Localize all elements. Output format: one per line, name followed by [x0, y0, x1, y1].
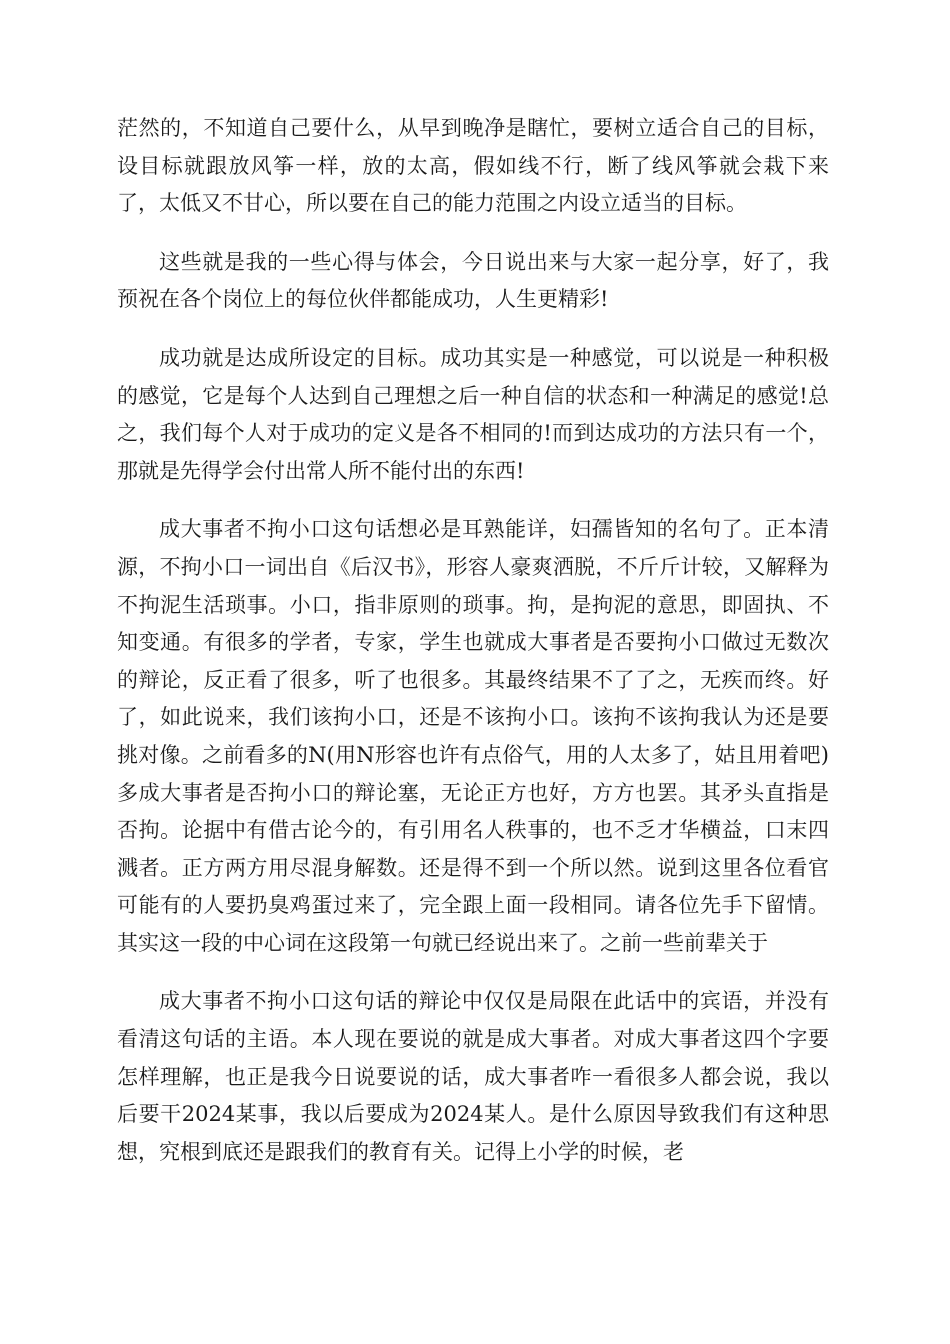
- paragraph-4: 成大事者不拘小口这句话想必是耳熟能详，妇孺皆知的名句了。正本清源，不拘小口一词出自《后汉书》，形容人豪爽洒脱，不斤斤计较，又解释为不拘泥生活琐事。小口，指非原则的琐事。拘，是拘泥的意思，即固执、不知变通。有很多的学者，专家，学生也就成大事者是否要拘小口做过无数次的辩论，反正看了很多，听了也很多。其最终结果不了了之，无疾而终。好了，如此说来，我们该拘小口，还是不该拘小口。该拘不该拘我认为还是要挑对像。之前看多的N(用N形容也许有点俗气，用的人太多了，姑且用着吧)多成大事者是否拘小口的辩论塞，无论正方也好，方方也罢。其矛头直指是否拘。论据中有借古论今的，有引用名人秩事的，也不乏才华横益，口末四溅者。正方两方用尽混身解数。还是得不到一个所以然。说到这里各位看官可能有的人要扔臭鸡蛋过来了，完全跟上面一段相同。请各位先手下留情。其实这一段的中心词在这段第一句就已经说出来了。之前一些前辈关于: [117, 517, 829, 955]
- paragraph-2: 这些就是我的一些心得与体会，今日说出来与大家一起分享，好了，我预祝在各个岗位上的每位伙伴都能成功，人生更精彩!: [117, 249, 829, 312]
- document-body: [117, 110, 829, 1192]
- paragraph-1: 茫然的，不知道自己要什么，从早到晚净是瞎忙，要树立适合自己的目标，设目标就跟放风筝一样，放的太高，假如线不行，断了线风筝就会栽下来了，太低又不甘心，所以要在自己的能力范围之内设立适当的目标。: [117, 116, 829, 216]
- paragraph-3: 成功就是达成所设定的目标。成功其实是一种感觉，可以说是一种积极的感觉，它是每个人达到自己理想之后一种自信的状态和一种满足的感觉!总之，我们每个人对于成功的定义是各不相同的!而到达成功的方法只有一个，那就是先得学会付出常人所不能付出的东西!: [117, 345, 829, 483]
- paragraph-5: 成大事者不拘小口这句话的辩论中仅仅是局限在此话中的宾语，并没有看清这句话的主语。本人现在要说的就是成大事者。对成大事者这四个字要怎样理解，也正是我今日说要说的话，成大事者咋一看很多人都会说，我以后要干2024某事，我以后要成为2024某人。是什么原因导致我们有这种思想，究根到底还是跟我们的教育有关。记得上小学的时候，老: [117, 989, 829, 1164]
